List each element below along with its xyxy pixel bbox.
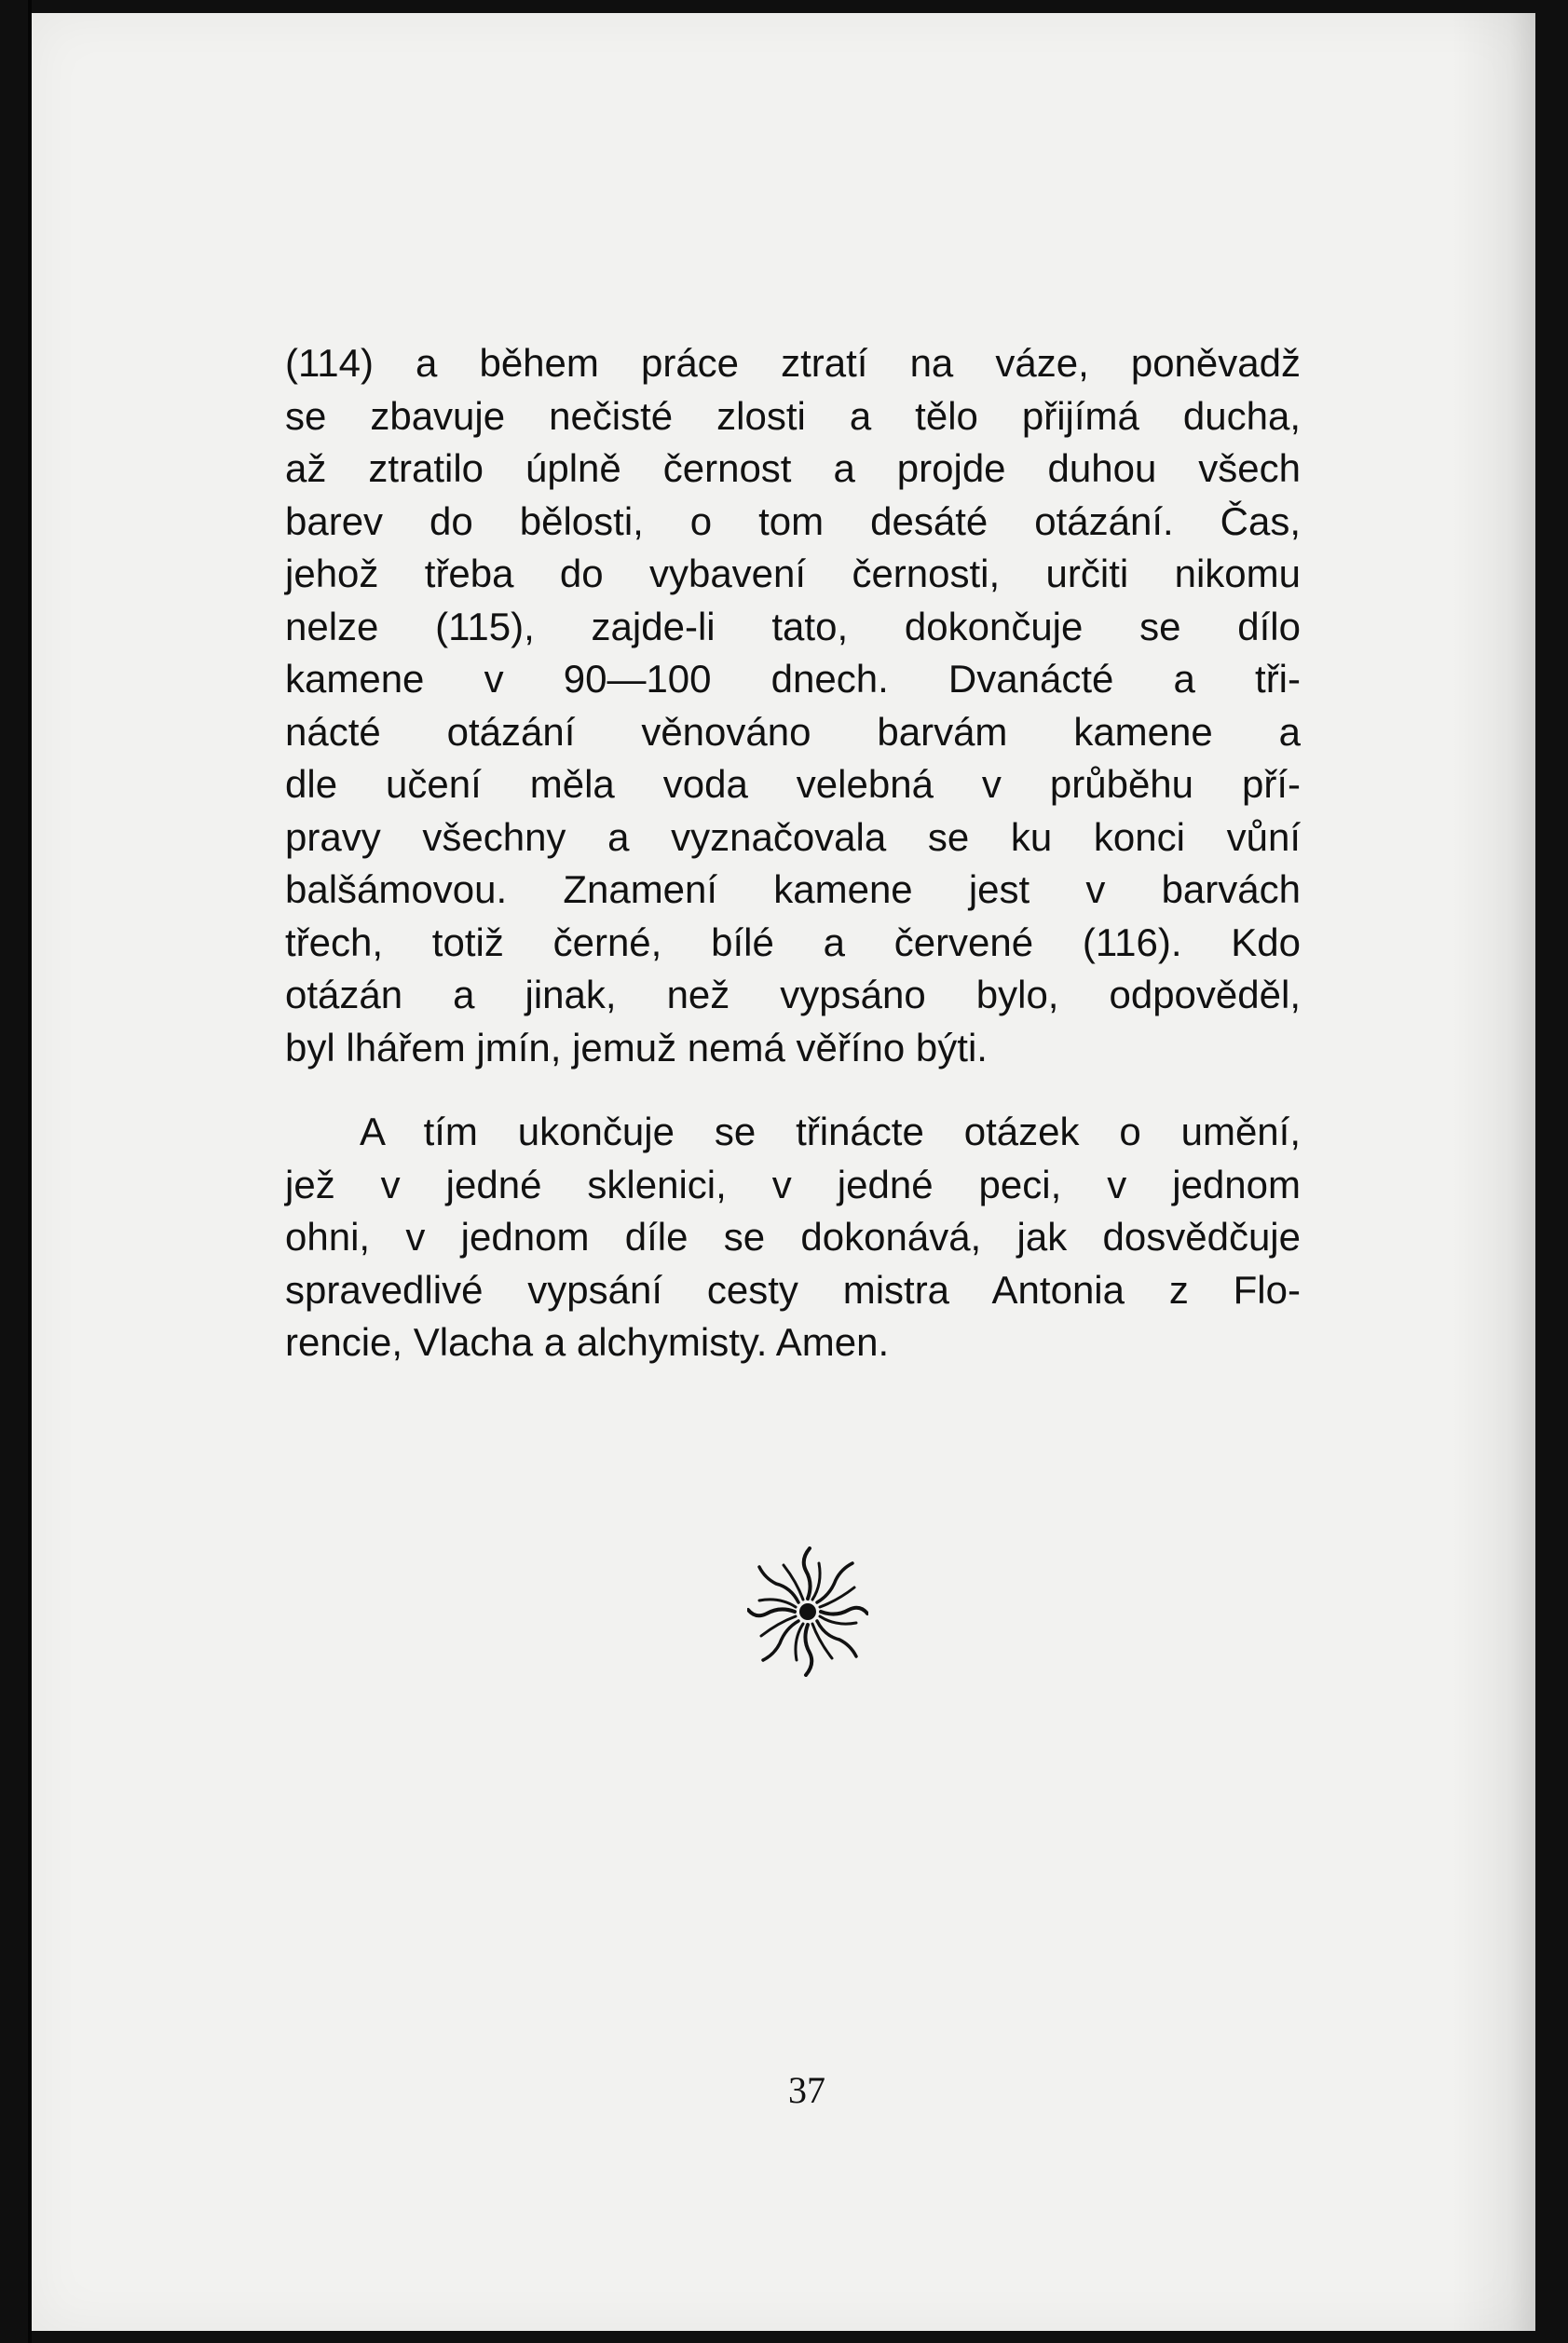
text-line: až ztratilo úplně černost a projde duhou všech bbox=[285, 446, 1301, 490]
text-line: jehož třeba do vybavení černosti, určiti nikomu bbox=[285, 552, 1301, 595]
sun-ornament-icon bbox=[747, 1546, 868, 1677]
text-line: otázán a jinak, než vypsáno bylo, odpověděl, bbox=[285, 973, 1301, 1016]
text-line: A tím ukončuje se třinácte otázek o umění, bbox=[360, 1110, 1301, 1153]
text-line: (114) a během práce ztratí na váze, poněvadž bbox=[285, 341, 1301, 385]
text-line: balšámovou. Znamení kamene jest v barvách bbox=[285, 867, 1301, 911]
paragraph-2 bbox=[285, 1106, 1301, 1369]
text-line: nácté otázání věnováno barvám kamene a bbox=[285, 709, 1301, 754]
text-line: barev do bělosti, o tom desáté otázání. Čas, bbox=[285, 498, 1301, 543]
text-line: ohni, v jednom díle se dokonává, jak dosvědčuje bbox=[285, 1215, 1301, 1259]
text-line: spravedlivé vypsání cesty mistra Antonia z Flo- bbox=[285, 1267, 1301, 1312]
text-line: byl lhářem jmín, jemuž nemá věříno býti. bbox=[285, 1025, 988, 1069]
text-line: rencie, Vlacha a alchymisty. Amen. bbox=[285, 1320, 890, 1364]
text-line: jež v jedné sklenici, v jedné peci, v jednom bbox=[285, 1162, 1301, 1206]
text-line: kamene v 90—100 dnech. Dvanácté a tři- bbox=[285, 657, 1301, 701]
page-number: 37 bbox=[788, 2069, 825, 2111]
paragraph-1 bbox=[285, 337, 1301, 1074]
text-line: se zbavuje nečisté zlosti a tělo přijímá ducha, bbox=[285, 393, 1301, 438]
text-line: třech, totiž černé, bílé a červené (116). Kdo bbox=[285, 919, 1301, 964]
body-text bbox=[285, 337, 1301, 1369]
text-line: dle učení měla voda velebná v průběhu pří- bbox=[285, 762, 1301, 806]
text-line: nelze (115), zajde-li tato, dokončuje se dílo bbox=[285, 604, 1301, 648]
text-line: pravy všechny a vyznačovala se ku konci vůní bbox=[285, 814, 1301, 859]
